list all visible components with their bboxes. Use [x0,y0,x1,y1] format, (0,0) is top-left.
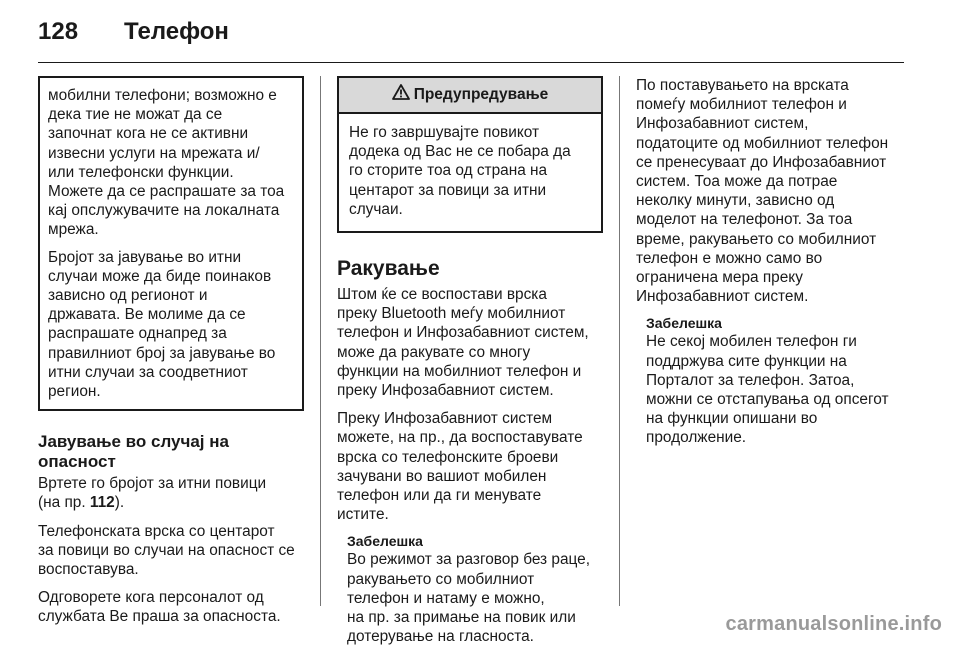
note-box [347,533,603,646]
info-box [38,76,304,411]
header-rule [38,62,904,63]
note-title: Забелешка [347,533,423,550]
note-title: Забелешка [646,315,722,332]
warning-text: Не го завршувајте повикот додека од Вас не се побара да го сторите тоа од страна на центарот за повици за итни случаи. [349,124,571,218]
paragraph-text: Вртете го бројот за итни повици (на пр. [38,475,267,512]
page-reference-link[interactable]: 112 [89,494,115,512]
warning-box [337,76,603,233]
note-text: Не секој мобилен телефон ги поддржува сите функции на Порталот за телефон. Затоа, можни се отстапувања од опсегот на функции опишани во продолжение. [646,333,889,447]
note-text: Во режимот за разговор без раце, ракувањето со мобилниот телефон и натаму е можно, на пр. за примање на повик или дотерување на гласноста. [347,551,590,646]
warning-title: Предупредување [413,86,549,104]
warning-header [339,78,601,114]
paragraph: Одговорете кога персоналот од службата Ве праша за опасноста. [38,589,281,626]
paragraph: Преку Инфозабавниот систем можете, на пр., да воспоставувате врска со телефонските броеви зачувани во вашиот мобилен телефон или да ги менувате иститe. [337,410,583,524]
column-2 [337,76,603,646]
paragraph: Телефонската врска со центарот за повици во случаи на опасност се воспоставува. [38,522,295,579]
paragraph: Штом ќе се воспостави врска преку Bluetooth меѓу мобилниот телефон и Инфозабавниот систем, може да ракувате со многу функции на мобилниот телефон и преку Инфозабавниот систем. [337,286,589,400]
chapter-title: Телефон [124,18,229,45]
section-heading-operation: Ракување [337,257,440,281]
column-1 [38,76,304,636]
warning-triangle-icon [392,84,410,105]
paragraph-text: ). [114,494,125,512]
section-heading-emergency: Јавување во случај на опасност [38,432,229,472]
box-paragraph: Бројот за јавување во итни случаи може да биде поинаков зависно од регионот и државата. Ве молиме да се распрашате однапред за правилниот број за јавување во итни случаи за соодветниот регион. [48,248,276,401]
paragraph: По поставувањето на врската помеѓу мобилниот телефон и Инфозабавниот систем, податоците од мобилниот телефон се пренесуваат до Инфозабавниот систем. Тоа може да потрае неколку минути, зависно од моделот на телефонот. За тоа време, ракувањето со мобилниот телефон е можно само во ограничена мера преку Инфозабавниот систем. [636,77,889,306]
note-box [646,315,906,447]
page-number: 128 [38,18,79,45]
watermark-text: carmanualsonline.info [725,613,942,635]
column-divider [320,76,321,606]
box-paragraph: мобилни телефони; возможно е дека тие не можат да се започнат кога не се активни извесни услуги на мрежата и/ или телефонски функции. Можете да се распрашате за тоа кај опслужувачите на локалната мрежа. [48,87,285,239]
paragraph [38,474,304,512]
column-divider [619,76,620,606]
column-3 [636,76,906,448]
